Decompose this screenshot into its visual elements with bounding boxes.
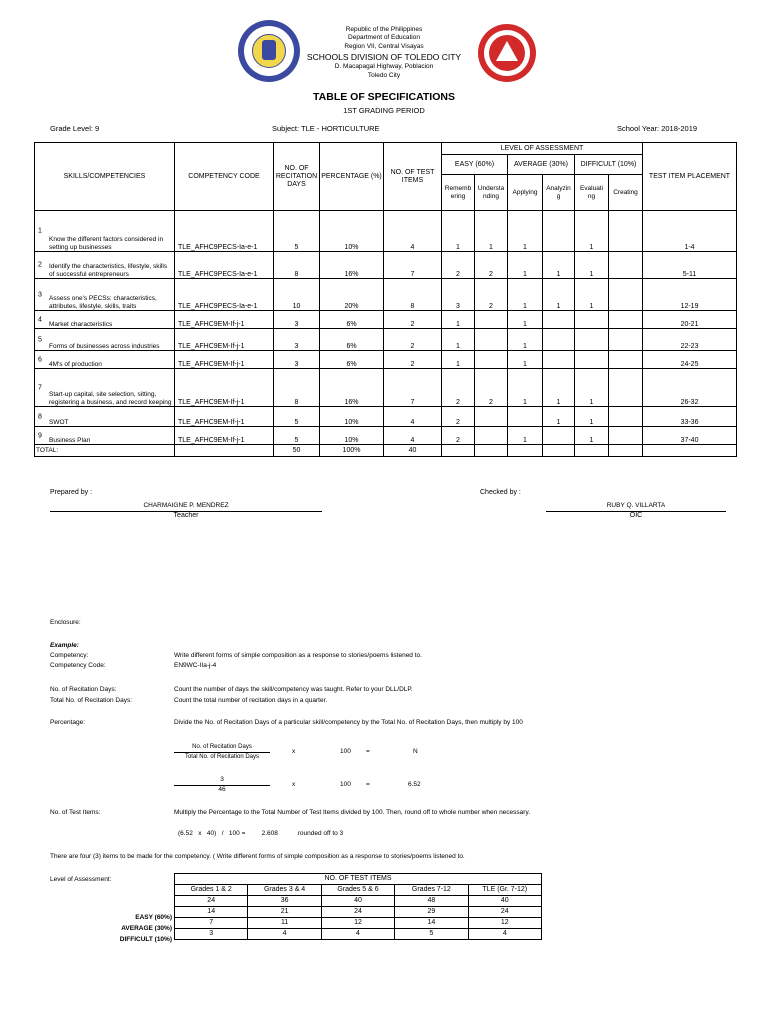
recitation-days: 3 — [274, 329, 320, 351]
division-line: SCHOOLS DIVISION OF TOLEDO CITY — [306, 52, 462, 62]
loa-title: NO. OF TEST ITEMS — [175, 874, 542, 885]
header-level: LEVEL OF ASSESSMENT — [442, 143, 643, 155]
test-items-count: 8 — [384, 279, 442, 311]
recitation-days: 3 — [274, 311, 320, 329]
remembering-count: 1 — [442, 311, 475, 329]
competency-code: TLE_AFHC9EM-If-j-1 — [175, 407, 274, 427]
applying-count: 1 — [508, 279, 543, 311]
loa-value: 24 — [468, 907, 541, 918]
analyzing-count: 1 — [543, 407, 575, 427]
test-items-count: 2 — [384, 351, 442, 369]
item-placement: 5-11 — [643, 252, 737, 279]
percentage-value: Divide the No. of Recitation Days of a particular skill/competency by the Total No. of Recitation Days, then multiply by 100 — [174, 719, 523, 726]
test-items-count: 4 — [384, 407, 442, 427]
creating-count — [609, 252, 643, 279]
competency-skill — [35, 279, 175, 311]
skill-text: Start-up capital, site selection, sitting, registering a business, and record keeping — [49, 391, 172, 406]
recitation-days-value: Count the number of days the skill/competency was taught. Refer to your DLL/DLP. — [174, 686, 413, 693]
remembering-count: 2 — [442, 427, 475, 445]
example-hundred: 100 — [340, 781, 351, 788]
recitation-days: 5 — [274, 211, 320, 252]
percentage-label: Percentage: — [50, 719, 86, 726]
competency-code: TLE_AFHC9PECS-Ia-e-1 — [175, 252, 274, 279]
item-placement: 12-19 — [643, 279, 737, 311]
percentage: 6% — [320, 351, 384, 369]
creating-count — [609, 211, 643, 252]
competency-row — [35, 369, 737, 407]
percentage: 10% — [320, 427, 384, 445]
header-easy: EASY (60%) — [442, 155, 508, 175]
percentage: 6% — [320, 329, 384, 351]
recitation-days: 5 — [274, 407, 320, 427]
recitation-days: 8 — [274, 369, 320, 407]
test-items-count: 4 — [384, 427, 442, 445]
loa-value: 29 — [395, 907, 468, 918]
competency-code: TLE_AFHC9EM-If-j-1 — [175, 351, 274, 369]
understanding-count: 2 — [475, 252, 508, 279]
recitation-days: 3 — [274, 351, 320, 369]
recitation-days-label: No. of Recitation Days: — [50, 686, 117, 693]
competency-row — [35, 427, 737, 445]
loa-value: 12 — [468, 918, 541, 929]
address-line-1: D. Macapagal Highway, Poblacion — [334, 63, 434, 70]
row-number: 6 — [38, 355, 42, 363]
total-days-value: Count the total number of recitation days in a quarter. — [174, 697, 328, 704]
loa-value: 14 — [175, 907, 248, 918]
loa-total: 40 — [468, 896, 541, 907]
item-placement: 26-32 — [643, 369, 737, 407]
competency-skill — [35, 211, 175, 252]
skill-text: Forms of businesses across industries — [49, 342, 160, 350]
loa-value: 21 — [248, 907, 321, 918]
applying-count: 1 — [508, 369, 543, 407]
evaluating-count — [575, 329, 609, 351]
loa-total: 24 — [175, 896, 248, 907]
example-label: Example: — [50, 642, 79, 649]
applying-count: 1 — [508, 252, 543, 279]
formula-numerator: No. of Recitation Days — [192, 744, 252, 750]
loa-column-header: Grades 5 & 6 — [321, 885, 394, 896]
header-difficult: DIFFICULT (10%) — [575, 155, 643, 175]
document-title: TABLE OF SPECIFICATIONS — [313, 91, 455, 103]
header-understanding: Understa nding — [475, 175, 508, 211]
example-equals: = — [366, 781, 370, 788]
header-placement: TEST ITEM PLACEMENT — [643, 143, 737, 211]
loa-value: 24 — [321, 907, 394, 918]
analyzing-count: 1 — [543, 279, 575, 311]
percentage: 10% — [320, 407, 384, 427]
understanding-count: 1 — [475, 211, 508, 252]
competency-skill — [35, 252, 175, 279]
competency-skill — [35, 311, 175, 329]
competency-row — [35, 211, 737, 252]
competency-skill — [35, 369, 175, 407]
evaluating-count: 1 — [575, 369, 609, 407]
understanding-count — [475, 427, 508, 445]
total-row — [35, 445, 737, 457]
prepared-by-role: Teacher — [173, 512, 199, 519]
understanding-count — [475, 351, 508, 369]
republic-line: Republic of the Philippines — [345, 26, 423, 33]
evaluating-count: 1 — [575, 427, 609, 445]
header-code: COMPETENCY CODE — [175, 143, 274, 211]
formula-times: x — [292, 748, 296, 755]
item-placement: 37-40 — [643, 427, 737, 445]
evaluating-count: 1 — [575, 252, 609, 279]
row-number: 9 — [38, 431, 42, 439]
loa-column-header: Grades 3 & 4 — [248, 885, 321, 896]
loa-column-header: Grades 7-12 — [395, 885, 468, 896]
example-denominator: 46 — [218, 786, 226, 793]
analyzing-count — [543, 311, 575, 329]
school-year: School Year: 2018-2019 — [617, 124, 698, 133]
evaluating-count: 1 — [575, 407, 609, 427]
loa-row — [175, 918, 542, 929]
competency-value: Write different forms of simple composition as a response to stories/poems listened to. — [174, 652, 422, 659]
skill-text: Business Plan — [49, 436, 91, 444]
competency-skill — [35, 427, 175, 445]
row-number: 1 — [38, 227, 42, 235]
competency-row — [35, 407, 737, 427]
percentage: 10% — [320, 211, 384, 252]
creating-count — [609, 329, 643, 351]
header-days: NO. OF RECITATION DAYS — [274, 143, 320, 211]
remembering-count: 3 — [442, 279, 475, 311]
test-items-count: 7 — [384, 369, 442, 407]
competency-label: Competency: — [50, 652, 89, 659]
analyzing-count: 1 — [543, 369, 575, 407]
percentage: 16% — [320, 252, 384, 279]
remembering-count: 1 — [442, 351, 475, 369]
creating-count — [609, 369, 643, 407]
prepared-by-name: CHARMAIGNE P. MENDREZ — [143, 502, 229, 509]
loa-row — [175, 929, 542, 940]
test-items-value: Multiply the Percentage to the Total Number of Test Items divided by 100. Then, round off to whole number when necessary. — [174, 809, 531, 816]
formula-denominator: Total No. of Recitation Days — [184, 754, 260, 760]
header-evaluating: Evaluati ng — [575, 175, 609, 211]
total-items: 40 — [384, 445, 442, 457]
analyzing-count — [543, 329, 575, 351]
remembering-count: 1 — [442, 211, 475, 252]
skill-text: Know the different factors considered in setting up businesses — [49, 236, 164, 251]
skill-text: Market characteristics — [49, 320, 113, 328]
loa-value: 12 — [321, 918, 394, 929]
item-placement: 22-23 — [643, 329, 737, 351]
prepared-by-label: Prepared by : — [50, 489, 93, 496]
row-number: 3 — [38, 290, 42, 298]
example-times: x — [292, 781, 296, 788]
loa-value: 4 — [468, 929, 541, 940]
item-placement: 20-21 — [643, 311, 737, 329]
evaluating-count: 1 — [575, 279, 609, 311]
department-line: Department of Education — [348, 34, 420, 41]
analyzing-count — [543, 211, 575, 252]
item-placement: 24-25 — [643, 351, 737, 369]
header-remembering: Rememb ering — [442, 175, 475, 211]
analyzing-count: 1 — [543, 252, 575, 279]
creating-count — [609, 427, 643, 445]
competency-code: TLE_AFHC9PECS-Ia-e-1 — [175, 279, 274, 311]
test-items-count: 2 — [384, 329, 442, 351]
header-analyzing: Analyzin g — [543, 175, 575, 211]
applying-count: 1 — [508, 311, 543, 329]
test-items-calculation: (6.52 x 40) / 100 = 2.608 rounded off to 3 — [178, 830, 344, 837]
header-percentage: PERCENTAGE (%) — [320, 143, 384, 211]
total-days-label: Total No. of Recitation Days: — [50, 697, 133, 704]
example-numerator: 3 — [220, 776, 224, 783]
applying-count: 1 — [508, 329, 543, 351]
specification-table — [34, 142, 737, 457]
loa-value: 7 — [175, 918, 248, 929]
percentage: 6% — [320, 311, 384, 329]
competency-code: TLE_AFHC9EM-If-j-1 — [175, 311, 274, 329]
skill-text: 4M's of production — [49, 360, 102, 368]
header-applying: Applying — [508, 175, 543, 211]
applying-count: 1 — [508, 351, 543, 369]
test-items-label: No. of Test Items: — [50, 809, 101, 816]
understanding-count — [475, 407, 508, 427]
competency-row — [35, 311, 737, 329]
address-line-2: Toledo City — [367, 72, 401, 79]
total-days: 50 — [274, 445, 320, 457]
row-number: 8 — [38, 412, 42, 420]
subject: Subject: TLE - HORTICULTURE — [272, 124, 380, 133]
recitation-days: 10 — [274, 279, 320, 311]
skill-text: Identify the characteristics, lifestyle, skills of successful entrepreneurs — [49, 263, 168, 278]
total-percentage: 100% — [320, 445, 384, 457]
formula-result: N — [413, 748, 418, 755]
skill-text: SWOT — [49, 418, 69, 426]
header-average: AVERAGE (30%) — [508, 155, 575, 175]
loa-total: 48 — [395, 896, 468, 907]
evaluating-count: 1 — [575, 211, 609, 252]
loa-total: 40 — [321, 896, 394, 907]
loa-value: 5 — [395, 929, 468, 940]
creating-count — [609, 351, 643, 369]
competency-code-value: EN9WC-IIa-j-4 — [174, 662, 217, 669]
loa-value: 3 — [175, 929, 248, 940]
checked-by-label: Checked by : — [480, 489, 521, 496]
formula-equals: = — [366, 748, 370, 755]
item-placement: 33-36 — [643, 407, 737, 427]
remembering-count: 1 — [442, 329, 475, 351]
competency-row — [35, 252, 737, 279]
recitation-days: 8 — [274, 252, 320, 279]
understanding-count — [475, 311, 508, 329]
row-number: 7 — [38, 383, 42, 391]
header-creating: Creating — [609, 175, 643, 211]
understanding-count: 2 — [475, 279, 508, 311]
enclosure-label: Enclosure: — [50, 619, 81, 626]
competency-code: TLE_AFHC9EM-If-j-1 — [175, 329, 274, 351]
remembering-count: 2 — [442, 369, 475, 407]
applying-count: 1 — [508, 427, 543, 445]
creating-count — [609, 279, 643, 311]
level-of-assessment-table — [174, 873, 542, 940]
loa-value: 11 — [248, 918, 321, 929]
loa-row — [175, 907, 542, 918]
region-line: Region VII, Central Visayas — [344, 43, 424, 50]
competency-row — [35, 351, 737, 369]
example-result: 6.52 — [408, 781, 421, 788]
checked-by-name: RUBY Q. VILLARTA — [606, 502, 666, 509]
percentage: 20% — [320, 279, 384, 311]
competency-skill — [35, 329, 175, 351]
item-placement: 1-4 — [643, 211, 737, 252]
test-items-count: 2 — [384, 311, 442, 329]
loa-column-header: TLE (Gr. 7-12) — [468, 885, 541, 896]
applying-count — [508, 407, 543, 427]
percentage: 16% — [320, 369, 384, 407]
remembering-count: 2 — [442, 252, 475, 279]
loa-value: 14 — [395, 918, 468, 929]
four-items-note: There are four (3) items to be made for the competency. ( Write different forms of simple composition as a response to stories/poems listened to. — [50, 853, 465, 860]
competency-code: TLE_AFHC9EM-If-j-1 — [175, 369, 274, 407]
skill-text: Assess one's PECSs: characteristics, attributes, lifestyle, skills, traits — [49, 295, 157, 310]
recitation-days: 5 — [274, 427, 320, 445]
row-number: 4 — [38, 315, 42, 323]
evaluating-count — [575, 351, 609, 369]
remembering-count: 2 — [442, 407, 475, 427]
competency-skill — [35, 351, 175, 369]
analyzing-count — [543, 427, 575, 445]
level-of-assessment-label: Level of Assessment: — [50, 876, 112, 883]
competency-code-label: Competency Code: — [50, 662, 106, 669]
grade-level: Grade Level: 9 — [50, 124, 100, 133]
row-number: 5 — [38, 335, 42, 343]
test-items-count: 4 — [384, 211, 442, 252]
loa-value: 4 — [321, 929, 394, 940]
analyzing-count — [543, 351, 575, 369]
loa-column-header: Grades 1 & 2 — [175, 885, 248, 896]
test-items-count: 7 — [384, 252, 442, 279]
checked-by-role: OIC — [629, 512, 643, 519]
competency-row — [35, 329, 737, 351]
applying-count: 1 — [508, 211, 543, 252]
competency-skill — [35, 407, 175, 427]
evaluating-count — [575, 311, 609, 329]
competency-code: TLE_AFHC9EM-If-j-1 — [175, 427, 274, 445]
loa-value: 4 — [248, 929, 321, 940]
header-items: NO. OF TEST ITEMS — [384, 143, 442, 211]
loa-row-label: EASY (60%) — [135, 914, 172, 921]
loa-row-label: AVERAGE (30%) — [121, 925, 172, 932]
total-label: TOTAL: — [35, 445, 175, 457]
competency-code: TLE_AFHC9PECS-Ia-e-1 — [175, 211, 274, 252]
loa-row-label: DIFFICULT (10%) — [119, 936, 172, 943]
row-number: 2 — [38, 261, 42, 269]
document-subtitle: 1ST GRADING PERIOD — [343, 106, 425, 115]
header-skills: SKILLS/COMPETENCIES — [35, 143, 175, 211]
formula-hundred: 100 — [340, 748, 351, 755]
understanding-count — [475, 329, 508, 351]
creating-count — [609, 407, 643, 427]
competency-row — [35, 279, 737, 311]
understanding-count: 2 — [475, 369, 508, 407]
loa-total: 36 — [248, 896, 321, 907]
creating-count — [609, 311, 643, 329]
